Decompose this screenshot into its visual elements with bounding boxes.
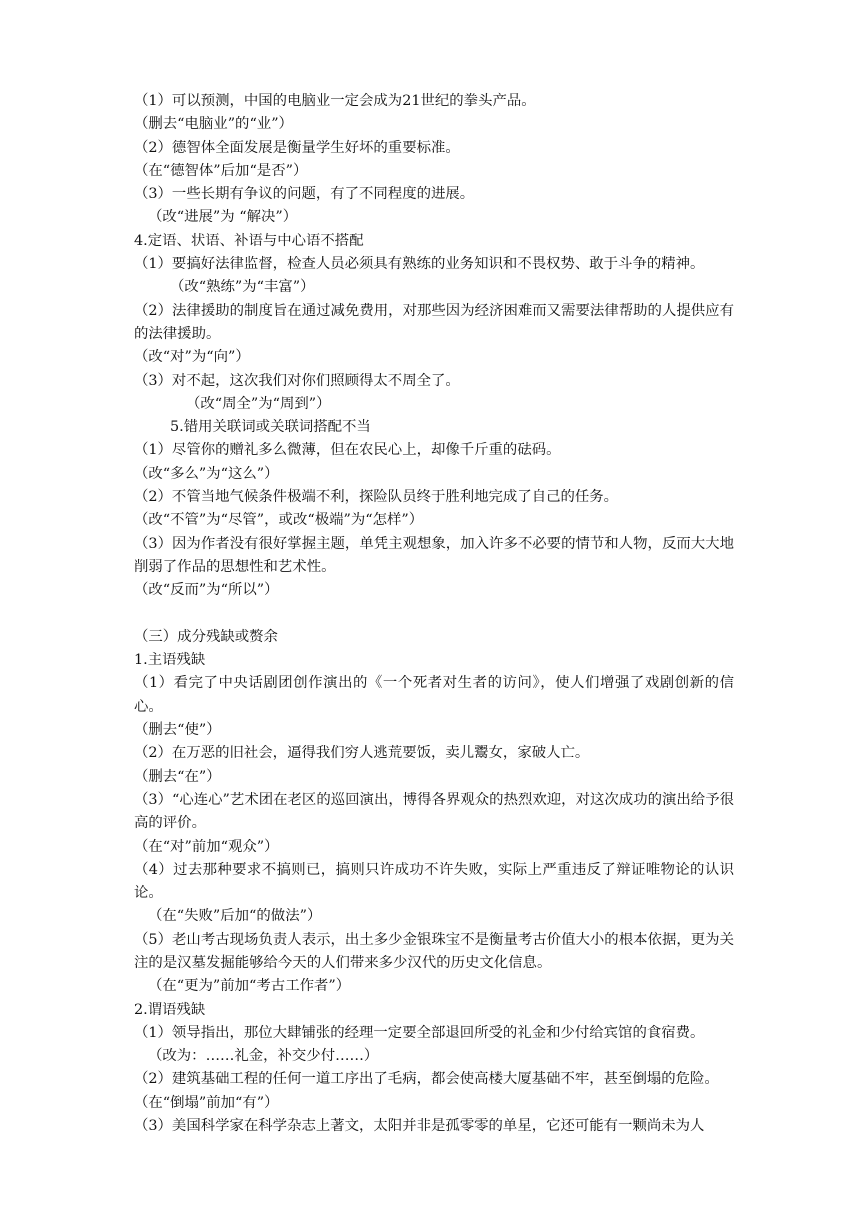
blank-line: [134, 603, 734, 626]
section-heading: 1.主语残缺: [134, 652, 206, 669]
text-paragraph: （5）老山考古现场负责人表示，出土多少金银珠宝不是衡量考古价值大小的根本依据，更为关注的是汉墓发掘能够给今天的人们带来多少汉代的历史文化信息。: [134, 931, 734, 971]
section-heading: 2.谓语残缺: [134, 1001, 206, 1018]
text-paragraph: （2）法律援助的制度旨在通过减免费用，对那些因为经济困难而又需要法律帮助的人提供应有的法律援助。: [134, 302, 734, 342]
text-line: （改“不管”为“尽管”，或改“极端”为“怎样”）: [134, 512, 424, 529]
text-line: （改“熟练”为“丰富”）: [170, 279, 315, 296]
text-line: （改“周全”为“周到”）: [186, 395, 331, 412]
text-line: （改为：……礼金，补交少付……）: [148, 1048, 379, 1065]
section-heading: （三）成分残缺或赘余: [134, 628, 278, 645]
text-paragraph: （4）过去那种要求不搞则已，搞则只许成功不许失败，实际上严重违反了辩证唯物论的认识论。: [134, 861, 734, 902]
text-line: （改“反而”为“所以”）: [134, 582, 279, 599]
text-line: （1）可以预测，中国的电脑业一定会成为21世纪的拳头产品。: [134, 93, 536, 109]
text-line: （2）建筑基础工程的任何一道工序出了毛病，都会使高楼大厦基础不牢，甚至倒塌的危险。: [134, 1071, 719, 1088]
text-line: （2）德智体全面发展是衡量学生好坏的重要标准。: [134, 139, 460, 156]
text-line: （在“更为”前加“考古工作者”）: [148, 978, 351, 995]
section-heading: 4.定语、状语、补语与中心语不搭配: [134, 232, 364, 249]
text-paragraph: （3）因为作者没有很好掌握主题，单凭主观想象，加入许多不必要的情节和人物，反而大大地削弱了作品的思想性和艺术性。: [134, 535, 734, 575]
document-body: [134, 90, 734, 1138]
section-heading: 5.错用关联词或关联词搭配不当: [170, 419, 371, 436]
text-line: （改“对”为“向”）: [134, 349, 250, 366]
text-line: （在“德智体”后加“是否”）: [134, 162, 308, 179]
text-line: （在“对”前加“观众”）: [134, 838, 279, 855]
text-line: （1）要搞好法律监督，检查人员必须具有熟练的业务知识和不畏权势、敢于斗争的精神。: [134, 256, 705, 273]
text-line: （2）不管当地气候条件极端不利，探险队员终于胜利地完成了自己的任务。: [134, 489, 619, 506]
text-line: （改“进展”为 “解决”）: [148, 209, 298, 226]
text-line: （在“倒塌”前加“有”）: [134, 1094, 279, 1111]
text-line: （2）在万恶的旧社会，逼得我们穷人逃荒要饭，卖儿鬻女，家破人亡。: [134, 745, 590, 762]
text-line: （3）对不起，这次我们对你们照顾得太不周全了。: [134, 372, 460, 389]
text-line: （在“失败”后加“的做法”）: [148, 908, 322, 925]
text-line: （3）一些长期有争议的问题，有了不同程度的进展。: [134, 186, 475, 203]
text-line: （1）尽管你的赠礼多么微薄，但在农民心上，却像千斤重的砝码。: [134, 442, 561, 459]
text-paragraph: （1）看完了中央话剧团创作演出的《一个死者对生者的访问》，使人们增强了戏剧创新的信心。: [134, 675, 734, 715]
text-line: （3）美国科学家在科学杂志上著文，太阳并非是孤零零的单星，它还可能有一颗尚未为人: [134, 1118, 705, 1135]
text-line: （删去“在”）: [134, 768, 221, 785]
text-line: （删去“使”）: [134, 722, 221, 739]
text-line: （1）领导指出，那位大肆铺张的经理一定要全部退回所受的礼金和少付给宾馆的食宿费。: [134, 1024, 705, 1041]
text-line: （删去“电脑业”的“业”）: [134, 116, 293, 133]
text-line: （改“多么”为“这么”）: [134, 465, 279, 482]
text-paragraph: （3）“心连心”艺术团在老区的巡回演出，博得各界观众的热烈欢迎，对这次成功的演出给予很高的评价。: [134, 791, 734, 832]
